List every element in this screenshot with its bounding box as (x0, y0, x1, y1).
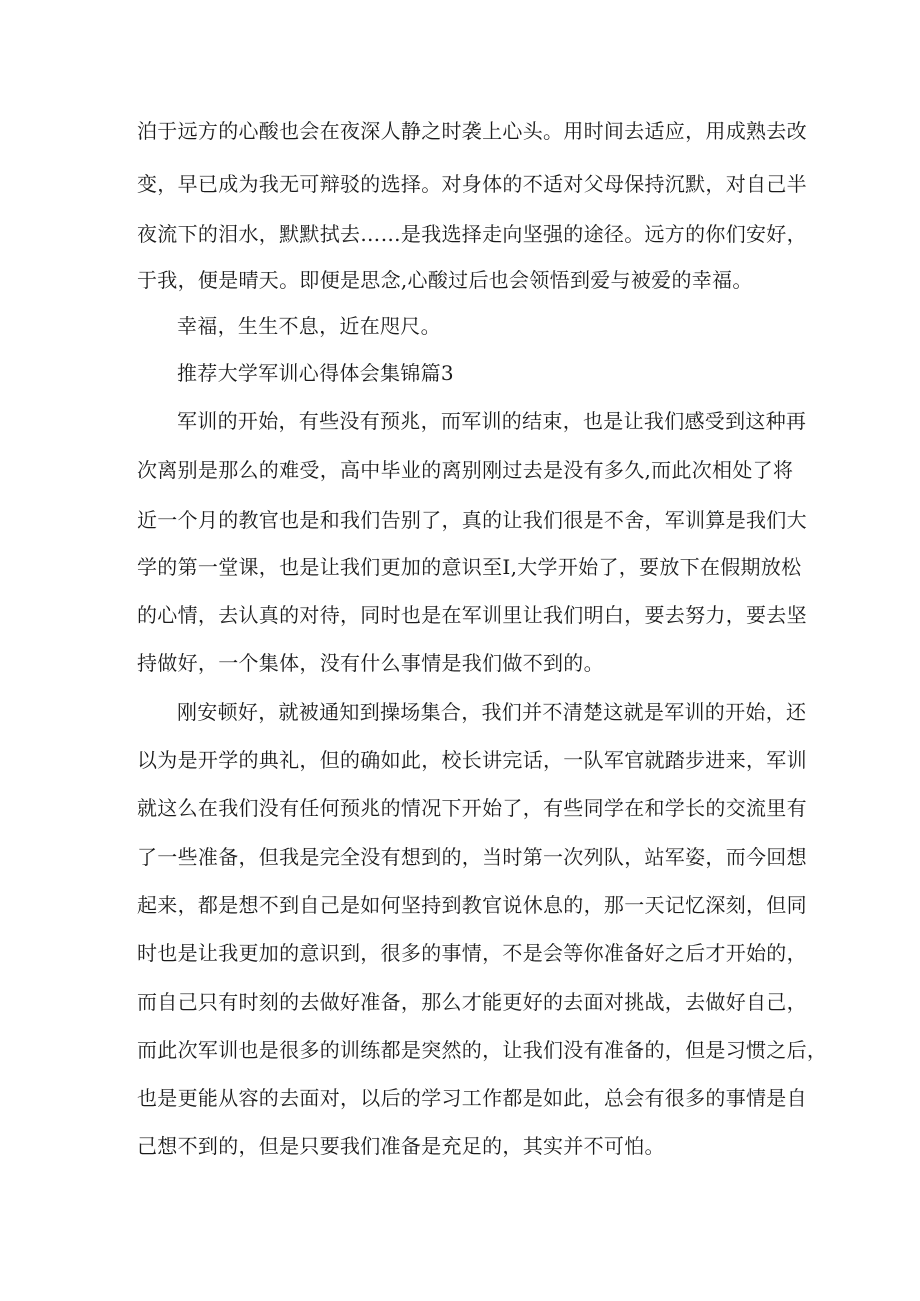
paragraph-line: 学的第一堂课，也是让我们更加的意识至I,大学开始了，要放下在假期放松 (137, 555, 802, 579)
paragraph-line: 刚安顿好，就被通知到操场集合，我们并不清楚这就是军训的开始，还 (177, 700, 807, 724)
section-heading: 推荐大学军训心得体会集锦篇3 (177, 361, 454, 385)
paragraph-line: 而自己只有时刻的去做好准备，那么才能更好的去面对挑战，去做好自己， (137, 990, 807, 1014)
paragraph-line: 起来，都是想不到自己是如何坚持到教官说休息的，那一天记忆深刻，但同 (137, 893, 807, 917)
paragraph-line: 泊于远方的心酸也会在夜深人静之时袭上心头。用时间去适应，用成熟去改 (137, 119, 807, 143)
paragraph-line: 时也是让我更加的意识到，很多的事情，不是会等你准备好之后才开始的， (137, 941, 807, 965)
paragraph-line: 夜流下的泪水，默默拭去……是我选择走向坚强的途径。远方的你们安好， (137, 222, 807, 246)
paragraph-line: 也是更能从容的去面对，以后的学习工作都是如此，总会有很多的事情是自 (137, 1086, 807, 1110)
paragraph-line: 就这么在我们没有任何预兆的情况下开始了，有些同学在和学长的交流里有 (137, 796, 807, 820)
paragraph-line: 持做好，一个集体，没有什么事情是我们做不到的。 (137, 651, 604, 675)
paragraph-line: 以为是开学的典礼，但的确如此，校长讲完话，一队军官就踏步进来，军训 (137, 748, 807, 772)
paragraph-line: 幸福，生生不息，近在咫尺。 (177, 314, 441, 338)
paragraph-line: 于我，便是晴天。即便是思念,心酸过后也会领悟到爱与被爱的幸福。 (137, 268, 753, 292)
paragraph-line: 近一个月的教官也是和我们告别了，真的让我们很是不舍，军训算是我们大 (137, 508, 807, 532)
paragraph-line: 次离别是那么的难受，高中毕业的离别刚过去是没有多久,而此次相处了将 (137, 458, 794, 482)
paragraph-line: 己想不到的，但是只要我们准备是充足的，其实并不可怕。 (137, 1134, 665, 1158)
paragraph-line: 而此次军训也是很多的训练都是突然的，让我们没有准备的，但是习惯之后， (137, 1038, 828, 1062)
paragraph-line: 的心情，去认真的对待，同时也是在军训里让我们明白，要去努力，要去坚 (137, 603, 807, 627)
paragraph-line: 军训的开始，有些没有预兆，而军训的结束，也是让我们感受到这种再 (177, 409, 807, 433)
paragraph-line: 变，早已成为我无可辩驳的选择。对身体的不适对父母保持沉默，对自己半 (137, 172, 807, 196)
paragraph-line: 了一些准备，但我是完全没有想到的，当时第一次列队，站军姿，而今回想 (137, 845, 807, 869)
